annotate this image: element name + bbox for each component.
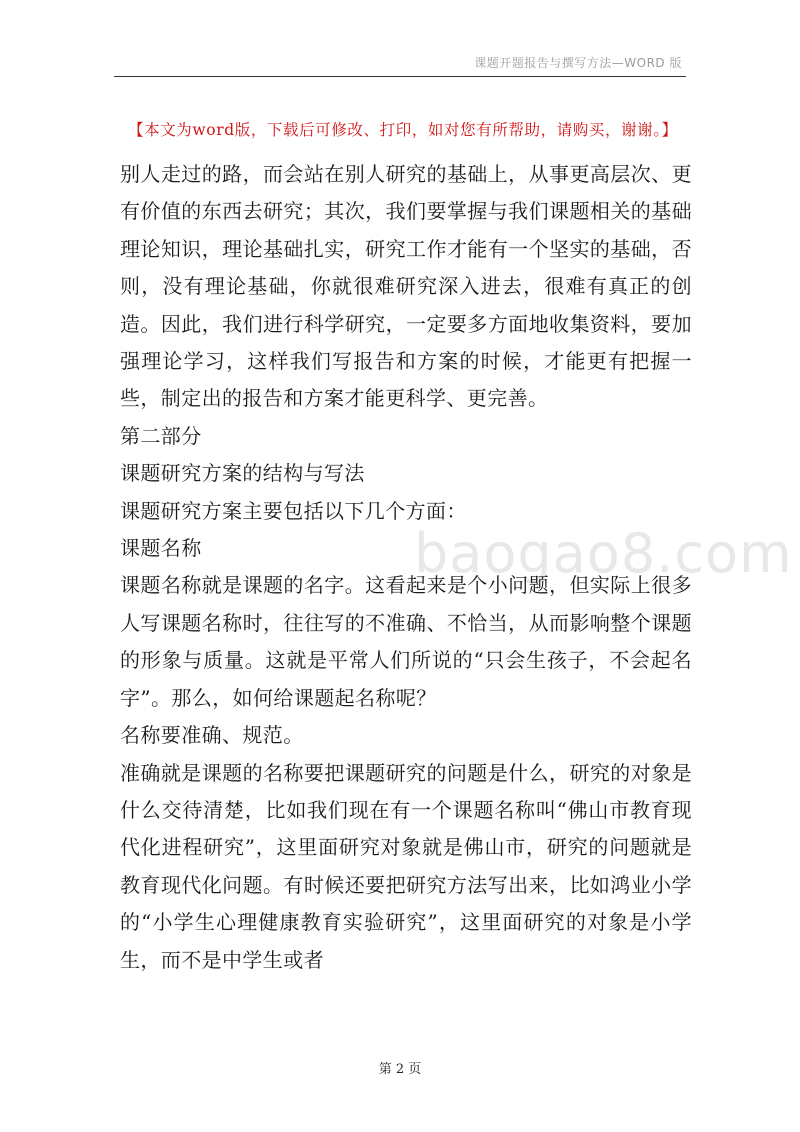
watermark-text: baogao8.com [414,522,793,585]
paragraph: 别人走过的路，而会站在别人研究的基础上，从事更高层次、更有价值的东西去研究；其次，我们要掌握与我们课题相关的基础理论知识，理论基础扎实，研究工作才能有一个坚实的基础，否则，没有理论基础，你就很难研究深入进去，很难有真正的创造。因此，我们进行科学研究，一定要多方面地收集资料，要加强理论学习，这样我们写报告和方案的时候，才能更有把握一些，制定出的报告和方案才能更科学、更完善。 [120,162,692,411]
paragraph: 准确就是课题的名称要把课题研究的问题是什么，研究的对象是什么交待清楚，比如我们现在有一个课题名称叫“佛山市教育现代化进程研究”，这里面研究对象就是佛山市，研究的问题就是教育现代化问题。有时候还要把研究方法写出来，比如鸿业小学的“小学生心理健康教育实验研究”，这里面研究的对象是小学生，而不是中学生或者 [120,760,692,972]
page-number: 第 2 页 [378,1062,422,1077]
paragraph: 课题名称就是课题的名字。这看起来是个小问题，但实际上很多人写课题名称时，往往写的不准确、不恰当，从而影响整个课题的形象与质量。这就是平常人们所说的“只会生孩子，不会起名字”。那么，如何给课题起名称呢？ [120,573,692,710]
header-divider [114,76,686,77]
paragraph: 课题研究方案主要包括以下几个方面： [120,498,467,523]
item-subheading: 名称要准确、规范。 [120,723,304,748]
document-body [120,156,692,979]
item-heading: 课题名称 [120,536,202,561]
download-notice: 【本文为word版，下载后可修改、打印，如对您有所帮助，请购买，谢谢。】 [128,121,678,139]
section-heading: 第二部分 [120,423,202,448]
document-header-title: 课题开题报告与撰写方法—WORD 版 [474,56,682,70]
section-subheading: 课题研究方案的结构与写法 [120,461,365,486]
